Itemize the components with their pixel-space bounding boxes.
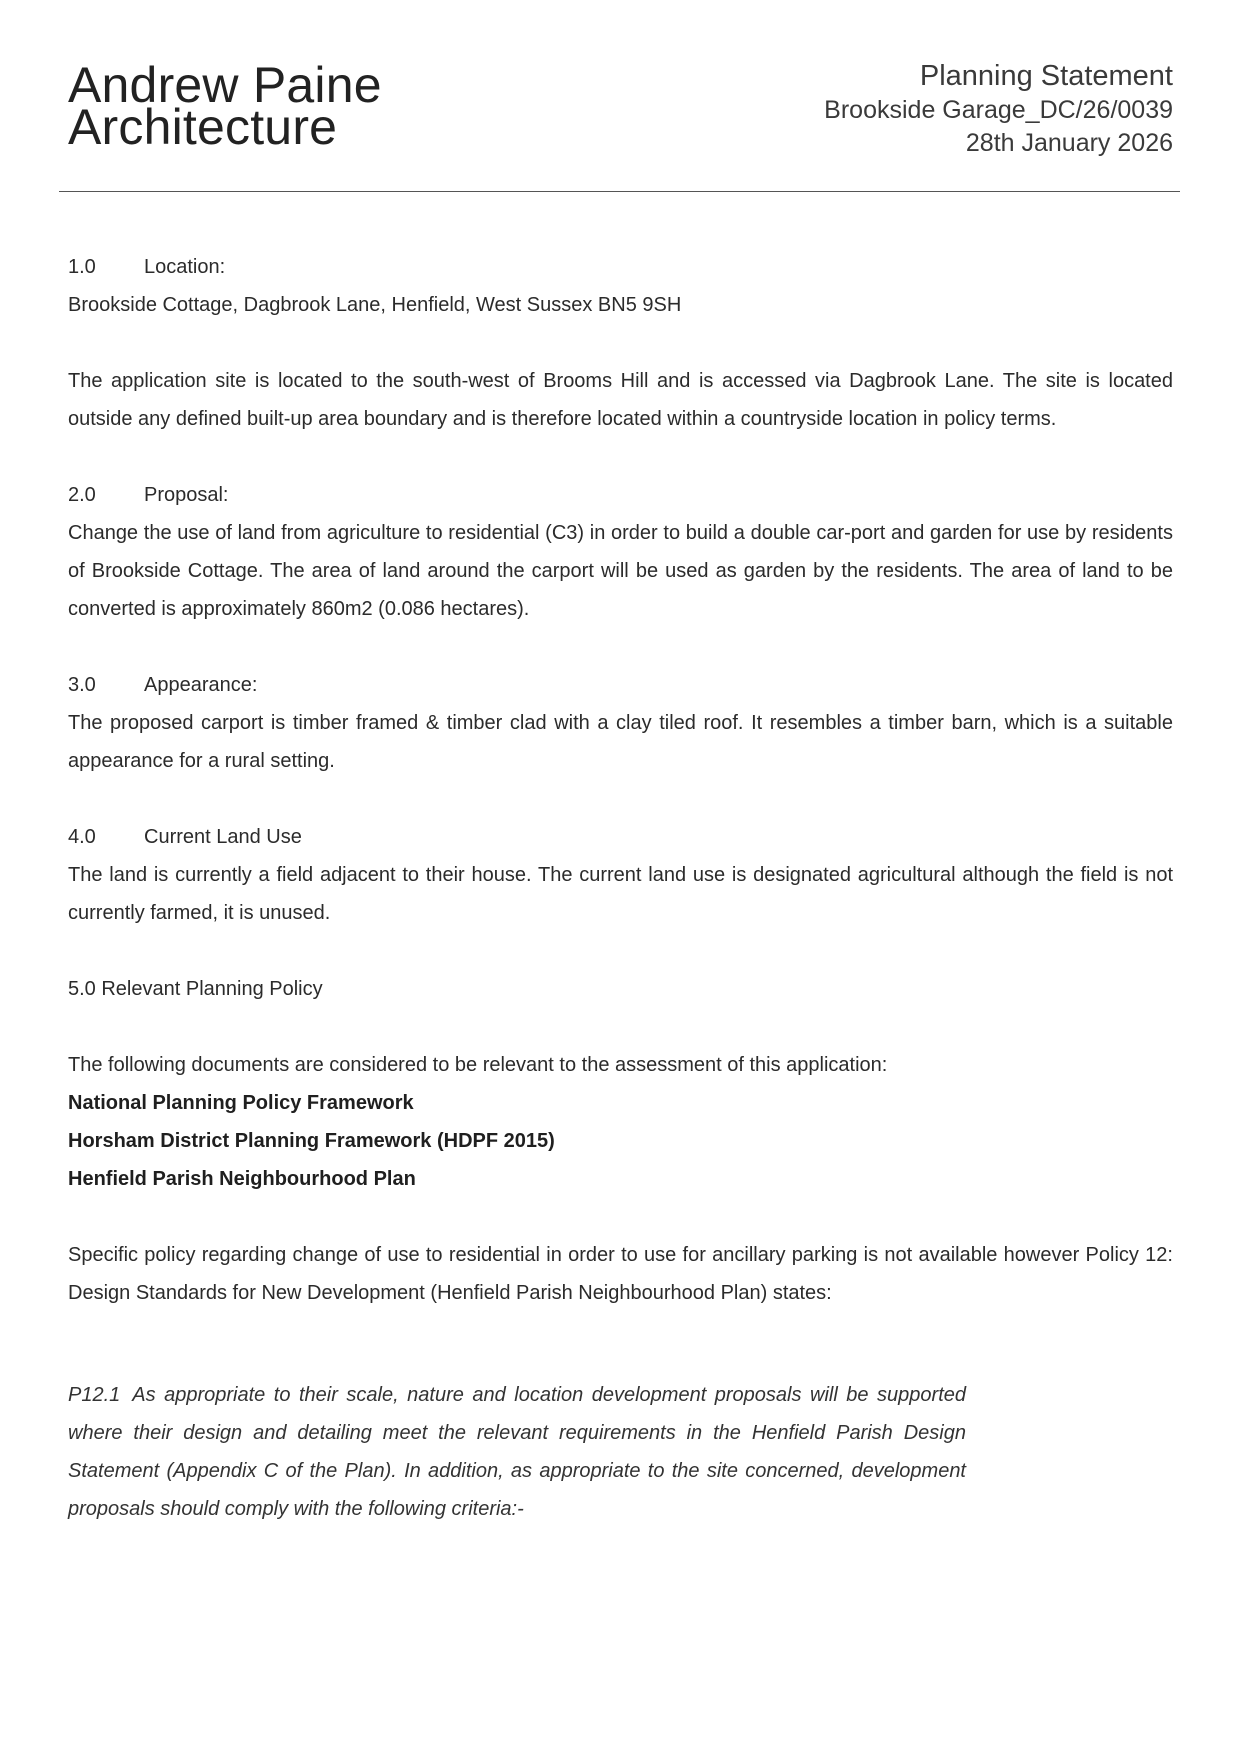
policy-quote-number: P12.1: [68, 1384, 121, 1406]
section-heading-policy: 5.0 Relevant Planning Policy: [68, 978, 323, 1000]
section-heading-land-use: [68, 818, 1173, 856]
section-title: Appearance:: [144, 674, 258, 696]
section-number: 4.0: [68, 826, 96, 848]
section-title: Proposal:: [144, 484, 229, 506]
section-number: 3.0: [68, 674, 96, 696]
policy-document: Henfield Parish Neighbourhood Plan: [68, 1168, 416, 1190]
document-body: [68, 248, 1173, 1528]
section-number: 1.0: [68, 256, 96, 278]
policy-quote-text: As appropriate to their scale, nature and location development proposals will be supported where their design and detailing meet the relevant requirements in the Henfield Parish Design Statement (Appendix C of the Plan). In addition, as appropriate to the site concerned, development proposals should comply with the following criteria:-: [68, 1384, 966, 1520]
section-number: 2.0: [68, 484, 96, 506]
policy-quote: [68, 1376, 966, 1528]
location-paragraph: The application site is located to the south-west of Brooms Hill and is accessed via Dagbrook Lane. The site is located outside any defined built-up area boundary and is therefore located within a countryside location in policy terms.: [68, 370, 1173, 430]
appearance-paragraph: The proposed carport is timber framed & timber clad with a clay tiled roof. It resembles a timber barn, which is a suitable appearance for a rural setting.: [68, 712, 1173, 772]
section-heading-appearance: [68, 666, 1173, 704]
document-date: 28th January 2026: [965, 129, 1173, 157]
proposal-paragraph: Change the use of land from agriculture to residential (C3) in order to build a double car-port and garden for use by residents of Brookside Cottage. The area of land around the carport will be used as garden by the residents. The area of land to be converted is approximately 860m2 (0.086 hectares).: [68, 522, 1173, 620]
firm-name-line1: Andrew Paine: [68, 57, 382, 113]
policy-document: National Planning Policy Framework: [68, 1092, 414, 1114]
document-title: Planning Statement: [919, 60, 1173, 92]
land-use-paragraph: The land is currently a field adjacent to their house. The current land use is designated agricultural although the field is not currently farmed, it is unused.: [68, 864, 1173, 924]
section-heading-location: [68, 248, 1173, 286]
section-title: Current Land Use: [144, 826, 302, 848]
firm-name: [68, 57, 382, 155]
policy-document: Horsham District Planning Framework (HDPF 2015): [68, 1130, 555, 1152]
firm-name-line2: Architecture: [68, 99, 338, 155]
site-address: Brookside Cottage, Dagbrook Lane, Henfield, West Sussex BN5 9SH: [68, 294, 682, 316]
policy-specific-paragraph: Specific policy regarding change of use to residential in order to use for ancillary parking is not available however Policy 12: Design Standards for New Development (Henfield Parish Neighbourhood Plan) states:: [68, 1244, 1173, 1304]
policy-intro: The following documents are considered to be relevant to the assessment of this application:: [68, 1054, 888, 1076]
document-reference: Brookside Garage_DC/26/0039: [824, 96, 1173, 124]
header-divider: [59, 191, 1180, 192]
section-title: Location:: [144, 256, 226, 278]
document-meta: [824, 58, 1173, 160]
section-heading-proposal: [68, 476, 1173, 514]
